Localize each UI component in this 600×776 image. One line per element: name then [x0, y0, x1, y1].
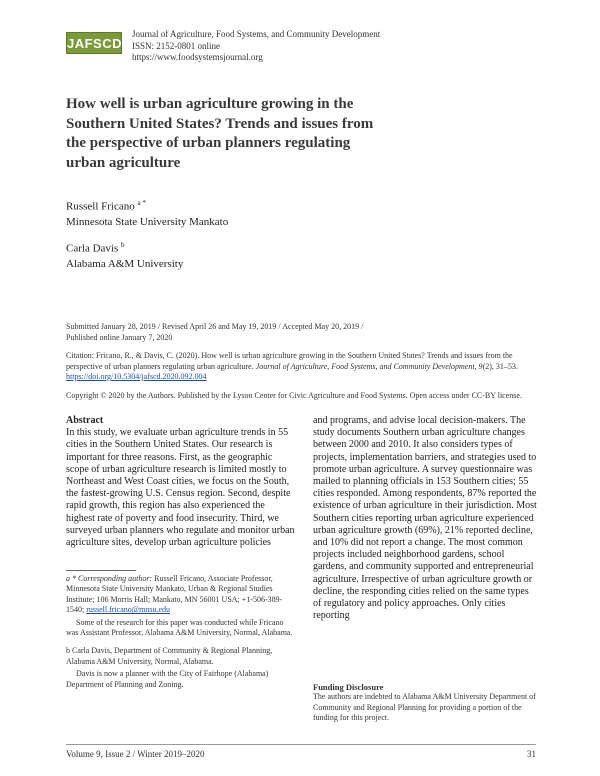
- author-1-name: Russell Fricano: [66, 200, 135, 213]
- citation-journal: Journal of Agriculture, Food Systems, and Community Development, 9: [255, 361, 483, 371]
- citation: [66, 351, 536, 383]
- citation-doi-link[interactable]: https://doi.org/10.5304/jafscd.2020.092.004: [66, 372, 207, 381]
- note-a: Some of the research for this paper was conducted while Fricano was Assistant Professor, Alabama A&M University, Normal, Alabama.: [66, 617, 293, 638]
- dates-line-2: Published online January 7, 2020: [66, 332, 173, 342]
- funding-heading: Funding Disclosure: [313, 682, 384, 692]
- corresponding-text: Russell Fricano, Associate Professor, Minnesota State University Mankato, Urban & Regional Studies Institute; 106 Morris Hall; Mankato, MN 56001 USA; +1-506-389-1540;: [66, 574, 283, 615]
- journal-header: [132, 29, 380, 64]
- citation-prefix: Citation: Fricano, R., & Davis, C. (2020). How well is urban agriculture growing in the Southern United States? Trends and issues from the perspective of urban planners regulating urban agriculture.: [66, 351, 513, 371]
- author-1-mark: a *: [137, 199, 146, 207]
- author-2-mark: b: [120, 241, 125, 249]
- footnote-divider: [66, 570, 136, 571]
- journal-logo: JAFSCD: [66, 32, 122, 54]
- footnote-b: b Carla Davis, Department of Community & Regional Planning, Alabama A&M University, Normal, Alabama.: [66, 646, 273, 666]
- note-b: Davis is now a planner with the City of Fairhope (Alabama) Department of Planning and Zoning.: [66, 669, 269, 689]
- footer-rule: [66, 744, 536, 745]
- abstract-heading: Abstract: [66, 415, 104, 426]
- author-2-name: Carla Davis: [66, 242, 119, 255]
- abstract-left-column: [66, 415, 296, 549]
- author-1: [66, 196, 228, 230]
- copyright: Copyright © 2020 by the Authors. Published by the Lyson Center for Civic Agriculture and Food Systems. Open access under CC-BY license.: [66, 391, 522, 400]
- article-title: How well is urban agriculture growing in the Southern United States? Trends and issues from the perspective of urban planners regulating urban agriculture: [66, 96, 374, 171]
- author-2-affiliation: Alabama A&M University: [66, 257, 184, 270]
- abstract-right-text: and programs, and advise local decision-makers. The study documents Southern urban agriculture changes between 2000 and 2010. It also considers types of projects, implementation barriers, and strategies used to promote urban agriculture. A survey questionnaire was mailed to planning officials in 153 Southern cities; 55 cities responded. Among respondents, 87% reported the existence of urban agriculture in their jurisdiction. Most Southern cities reporting urban agriculture experienced urban agriculture growth (69%), 21% reported decline, and 10% did not report a change. The most common projects included neighborhood gardens, school gardens, and community supported and entrepreneurial agriculture. Irrespective of urban agriculture growth or decline, the responding cities relied on the same types of regulatory and policy approaches. Only cities reporting: [313, 415, 537, 622]
- author-1-affiliation: Minnesota State University Mankato: [66, 215, 229, 228]
- journal-url[interactable]: https://www.foodsystemsjournal.org: [132, 52, 263, 62]
- corresponding-label: a * Corresponding author:: [66, 574, 153, 583]
- abstract-right-column: [313, 415, 539, 622]
- abstract-left-text: In this study, we evaluate urban agriculture trends in 55 cities in the Southern United States. Our research is important for three reasons. First, as the geographic scope of urban agriculture research is limited mostly to Northeast and West Coast cities, we focus on the South, the fastest-growing U.S. Census region. Second, despite rapid growth, this region has also experienced the highest rate of poverty and food insecurity. Third, we surveyed urban planners who regulate and monitor urban agriculture sites, develop urban agriculture policies: [66, 427, 295, 549]
- citation-issue: (2), 31–53.: [482, 361, 518, 371]
- submission-dates: [66, 322, 536, 343]
- footnotes: [66, 574, 296, 690]
- dates-line-1: Submitted January 28, 2019 / Revised April 26 and May 19, 2019 / Accepted May 20, 2019 /: [66, 322, 364, 331]
- journal-name: Journal of Agriculture, Food Systems, and Community Development: [132, 29, 381, 39]
- journal-issn: ISSN: 2152-0801 online: [132, 40, 221, 51]
- author-email-link[interactable]: russell.fricano@mnsu.edu: [86, 605, 171, 615]
- funding-text: The authors are indebted to Alabama A&M University Department of Community and Regional Planning for providing a portion of the funding for this project.: [313, 692, 536, 723]
- funding-disclosure: [313, 682, 539, 724]
- page-number: 31: [527, 749, 536, 759]
- footer-volume: Volume 9, Issue 2 / Winter 2019–2020: [66, 749, 205, 759]
- author-2: [66, 238, 183, 272]
